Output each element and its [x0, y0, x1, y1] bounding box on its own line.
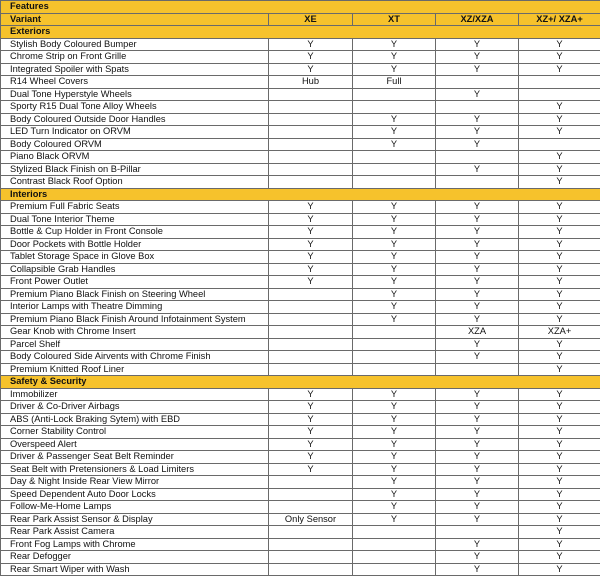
table-row [1, 263, 600, 276]
variant-value [269, 288, 353, 301]
section-title: Interiors [1, 188, 600, 201]
variant-value: Y [436, 563, 519, 576]
variant-value: Y [353, 313, 436, 326]
variant-value [269, 88, 353, 101]
feature-name: Chrome Strip on Front Grille [1, 51, 269, 64]
feature-name: Rear Smart Wiper with Wash [1, 563, 269, 576]
feature-name: Tablet Storage Space in Glove Box [1, 251, 269, 264]
feature-name: Door Pockets with Bottle Holder [1, 238, 269, 251]
feature-name: Immobilizer [1, 388, 269, 401]
variant-value: Y [436, 38, 519, 51]
variant-value: Y [353, 126, 436, 139]
variant-value: Y [436, 388, 519, 401]
table-row [1, 313, 600, 326]
variant-value: Y [269, 463, 353, 476]
variant-value: Y [353, 38, 436, 51]
feature-name: Integrated Spoiler with Spats [1, 63, 269, 76]
variant-value [353, 101, 436, 114]
variant-value: Y [436, 251, 519, 264]
variant-value [269, 551, 353, 564]
table-row [1, 176, 600, 189]
variant-value [436, 101, 519, 114]
table-row [1, 538, 600, 551]
feature-name: Dual Tone Hyperstyle Wheels [1, 88, 269, 101]
variant-value: Y [519, 38, 600, 51]
variant-value: Y [519, 451, 600, 464]
variant-value: Y [269, 226, 353, 239]
variant-value: Y [436, 276, 519, 289]
variant-value [269, 301, 353, 314]
variant-value: Y [353, 488, 436, 501]
variant-value: Y [519, 51, 600, 64]
table-row [1, 38, 600, 51]
variant-value: Y [269, 438, 353, 451]
variant-header-xzplus: XZ+/ XZA+ [519, 13, 600, 26]
variant-label: Variant [1, 13, 269, 26]
variant-value: Y [519, 163, 600, 176]
variant-value: Y [436, 113, 519, 126]
features-title-row [1, 1, 600, 14]
variant-value [353, 326, 436, 339]
variant-value: Y [519, 426, 600, 439]
feature-name: Driver & Passenger Seat Belt Reminder [1, 451, 269, 464]
variant-value: Y [519, 501, 600, 514]
variant-value: Y [269, 38, 353, 51]
table-row [1, 388, 600, 401]
variant-value [353, 338, 436, 351]
variant-value: Y [269, 388, 353, 401]
variant-value: Y [519, 63, 600, 76]
table-row [1, 526, 600, 539]
variant-value: Y [269, 251, 353, 264]
variant-value: Y [436, 313, 519, 326]
table-row [1, 238, 600, 251]
variant-value: Y [353, 51, 436, 64]
variant-value: Y [436, 501, 519, 514]
variant-value: Y [436, 301, 519, 314]
variant-value: Y [519, 413, 600, 426]
feature-name: Body Coloured ORVM [1, 138, 269, 151]
variant-value [353, 563, 436, 576]
table-row [1, 463, 600, 476]
variant-value: Y [519, 401, 600, 414]
variant-value: Y [269, 51, 353, 64]
variant-value: Y [519, 151, 600, 164]
variant-value [436, 151, 519, 164]
variant-value: Y [436, 201, 519, 214]
feature-name: Dual Tone Interior Theme [1, 213, 269, 226]
variant-value: Y [436, 488, 519, 501]
table-body [1, 26, 600, 576]
table-row [1, 251, 600, 264]
variant-value: Y [436, 463, 519, 476]
table-row [1, 438, 600, 451]
feature-name: Bottle & Cup Holder in Front Console [1, 226, 269, 239]
feature-name: Piano Black ORVM [1, 151, 269, 164]
variant-value: Y [436, 513, 519, 526]
variant-value: Y [519, 301, 600, 314]
section-title: Exteriors [1, 26, 600, 39]
variant-value [269, 351, 353, 364]
variant-value [269, 163, 353, 176]
variant-value [269, 138, 353, 151]
variant-value: Y [519, 538, 600, 551]
variant-value: Y [353, 476, 436, 489]
variant-value [353, 88, 436, 101]
variant-value [269, 338, 353, 351]
variant-value: Y [269, 213, 353, 226]
feature-name: Body Coloured Side Airvents with Chrome Finish [1, 351, 269, 364]
variant-value: Y [353, 388, 436, 401]
variant-value: Y [519, 488, 600, 501]
feature-name: Corner Stability Control [1, 426, 269, 439]
section-header-row [1, 188, 600, 201]
table-row [1, 126, 600, 139]
table-row [1, 351, 600, 364]
variant-value: Y [519, 463, 600, 476]
variant-value [269, 326, 353, 339]
feature-name: ABS (Anti-Lock Braking Sytem) with EBD [1, 413, 269, 426]
variant-value: Y [436, 476, 519, 489]
variant-value: Y [353, 138, 436, 151]
variant-value: Y [519, 176, 600, 189]
feature-name: Rear Park Assist Sensor & Display [1, 513, 269, 526]
variant-value: Y [436, 401, 519, 414]
variant-value [353, 363, 436, 376]
table-row [1, 276, 600, 289]
table-row [1, 551, 600, 564]
variant-value: Y [436, 51, 519, 64]
variant-value [269, 363, 353, 376]
variant-value: Y [519, 313, 600, 326]
variant-value [436, 363, 519, 376]
variant-value [519, 88, 600, 101]
variant-value [353, 151, 436, 164]
variant-value: Y [353, 238, 436, 251]
variant-value: Y [519, 513, 600, 526]
feature-name: Premium Piano Black Finish Around Infotainment System [1, 313, 269, 326]
feature-name: Overspeed Alert [1, 438, 269, 451]
feature-name: Rear Park Assist Camera [1, 526, 269, 539]
variant-value: Y [436, 551, 519, 564]
table-row [1, 426, 600, 439]
variant-value: Y [436, 413, 519, 426]
variant-value: Y [519, 563, 600, 576]
variant-value: Y [519, 288, 600, 301]
feature-name: Sporty R15 Dual Tone Alloy Wheels [1, 101, 269, 114]
table-row [1, 51, 600, 64]
variant-value: Y [269, 276, 353, 289]
variant-value: Y [436, 538, 519, 551]
variant-value: Y [519, 113, 600, 126]
feature-name: Premium Knitted Roof Liner [1, 363, 269, 376]
variant-value [519, 76, 600, 89]
variant-value [353, 351, 436, 364]
feature-name: Premium Full Fabric Seats [1, 201, 269, 214]
variant-value: Y [436, 426, 519, 439]
variant-value: Y [519, 388, 600, 401]
variant-value: Y [519, 238, 600, 251]
variant-value [269, 488, 353, 501]
variant-value: Y [519, 526, 600, 539]
variant-value: Y [519, 363, 600, 376]
variant-value [269, 313, 353, 326]
variant-value: Y [519, 226, 600, 239]
variant-value: Y [519, 438, 600, 451]
variant-value: Y [353, 463, 436, 476]
variant-value [269, 563, 353, 576]
table-row [1, 301, 600, 314]
table-row [1, 113, 600, 126]
variant-value: Y [353, 63, 436, 76]
variant-value: Y [353, 501, 436, 514]
variant-header-row [1, 13, 600, 26]
table-row [1, 488, 600, 501]
table-row [1, 288, 600, 301]
section-title: Safety & Security [1, 376, 600, 389]
variant-value [519, 138, 600, 151]
feature-name: Day & Night Inside Rear View Mirror [1, 476, 269, 489]
variant-value: Y [519, 276, 600, 289]
variant-value: Y [519, 251, 600, 264]
table-row [1, 63, 600, 76]
table-row [1, 326, 600, 339]
variant-value [269, 476, 353, 489]
variant-value: Y [519, 101, 600, 114]
table-row [1, 401, 600, 414]
table-row [1, 138, 600, 151]
variant-value: Y [353, 226, 436, 239]
variant-value [436, 526, 519, 539]
variant-value: Y [269, 63, 353, 76]
variant-value: Y [353, 513, 436, 526]
variant-value: Y [353, 251, 436, 264]
variant-value: Y [436, 88, 519, 101]
variant-value [353, 551, 436, 564]
table-row [1, 363, 600, 376]
table-row [1, 451, 600, 464]
variant-value: Y [269, 238, 353, 251]
table-row [1, 213, 600, 226]
feature-name: R14 Wheel Covers [1, 76, 269, 89]
variant-value [269, 113, 353, 126]
variant-value: Y [436, 213, 519, 226]
table-row [1, 101, 600, 114]
table-row [1, 338, 600, 351]
variant-value: Y [353, 201, 436, 214]
variant-value: Y [519, 551, 600, 564]
table-row [1, 163, 600, 176]
variant-header-xe: XE [269, 13, 353, 26]
variant-value: Y [519, 201, 600, 214]
variant-value: Y [436, 338, 519, 351]
variant-value: Y [436, 138, 519, 151]
variant-value [353, 538, 436, 551]
variant-value: Y [269, 263, 353, 276]
feature-name: Rear Defogger [1, 551, 269, 564]
variant-value: Y [436, 351, 519, 364]
variant-value: Y [269, 451, 353, 464]
variant-value: Y [353, 451, 436, 464]
variant-value: Y [436, 263, 519, 276]
feature-name: Body Coloured Outside Door Handles [1, 113, 269, 126]
variant-header-xz: XZ/XZA [436, 13, 519, 26]
variant-value: Y [519, 476, 600, 489]
table-row [1, 563, 600, 576]
variant-header-xt: XT [353, 13, 436, 26]
variant-value: Full [353, 76, 436, 89]
variant-value: Y [519, 351, 600, 364]
variant-value: Y [436, 226, 519, 239]
variant-value: XZA [436, 326, 519, 339]
variant-value: Y [269, 426, 353, 439]
feature-name: Collapsible Grab Handles [1, 263, 269, 276]
variant-value: Y [436, 238, 519, 251]
variant-value: Y [436, 288, 519, 301]
table-row [1, 201, 600, 214]
variant-value: Y [353, 263, 436, 276]
variant-value: Y [436, 126, 519, 139]
variant-value: Y [353, 401, 436, 414]
variant-value: Y [519, 213, 600, 226]
variant-value [353, 176, 436, 189]
variant-value [269, 538, 353, 551]
variant-value: Y [353, 213, 436, 226]
variant-value: Y [519, 126, 600, 139]
feature-name: Contrast Black Roof Option [1, 176, 269, 189]
variant-value: Only Sensor [269, 513, 353, 526]
variant-value [269, 176, 353, 189]
variant-value: Y [269, 201, 353, 214]
feature-name: Gear Knob with Chrome Insert [1, 326, 269, 339]
variant-value: Hub [269, 76, 353, 89]
variant-value: Y [353, 413, 436, 426]
feature-name: Interior Lamps with Theatre Dimming [1, 301, 269, 314]
variant-value: Y [353, 438, 436, 451]
variant-value: Y [353, 276, 436, 289]
table-row [1, 476, 600, 489]
variant-value [436, 76, 519, 89]
feature-name: Front Power Outlet [1, 276, 269, 289]
table-row [1, 151, 600, 164]
variant-value: Y [519, 263, 600, 276]
feature-name: Seat Belt with Pretensioners & Load Limiters [1, 463, 269, 476]
variant-value: Y [269, 413, 353, 426]
variant-value [269, 501, 353, 514]
table-row [1, 226, 600, 239]
variant-value: XZA+ [519, 326, 600, 339]
variant-value: Y [353, 301, 436, 314]
table-row [1, 513, 600, 526]
variant-value [269, 101, 353, 114]
variant-value: Y [436, 451, 519, 464]
variant-value: Y [353, 288, 436, 301]
table-row [1, 501, 600, 514]
variant-value: Y [519, 338, 600, 351]
variant-value [436, 176, 519, 189]
feature-name: Premium Piano Black Finish on Steering Wheel [1, 288, 269, 301]
variant-value [269, 526, 353, 539]
feature-name: Stylized Black Finish on B-Pillar [1, 163, 269, 176]
feature-name: LED Turn Indicator on ORVM [1, 126, 269, 139]
variant-value: Y [353, 113, 436, 126]
variant-value [353, 526, 436, 539]
feature-name: Stylish Body Coloured Bumper [1, 38, 269, 51]
variant-value [353, 163, 436, 176]
feature-name: Follow-Me-Home Lamps [1, 501, 269, 514]
table-row [1, 76, 600, 89]
variant-value [269, 151, 353, 164]
variant-value: Y [269, 401, 353, 414]
variant-value: Y [436, 63, 519, 76]
section-header-row [1, 376, 600, 389]
table-row [1, 88, 600, 101]
feature-name: Speed Dependent Auto Door Locks [1, 488, 269, 501]
section-header-row [1, 26, 600, 39]
table-title: Features [1, 1, 600, 14]
table-row [1, 413, 600, 426]
variant-value [269, 126, 353, 139]
variant-value: Y [436, 163, 519, 176]
feature-name: Driver & Co-Driver Airbags [1, 401, 269, 414]
feature-name: Front Fog Lamps with Chrome [1, 538, 269, 551]
feature-name: Parcel Shelf [1, 338, 269, 351]
variant-value: Y [436, 438, 519, 451]
variant-value: Y [353, 426, 436, 439]
